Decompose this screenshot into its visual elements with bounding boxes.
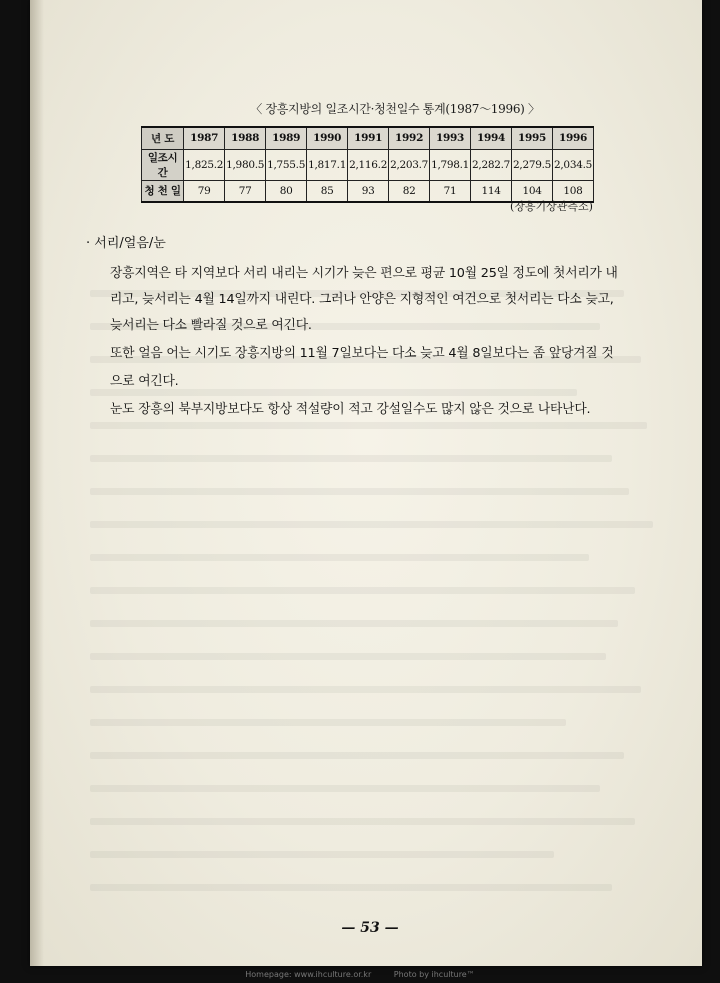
table-header-cell: 1993 [430,127,471,149]
table-cell: 85 [307,180,348,202]
table-cell: 104 [512,180,553,202]
table-cell: 80 [266,180,307,202]
homepage-credit: Homepage: www.ihculture.or.kr [245,970,372,979]
table-cell: 79 [184,180,225,202]
table-row-label: 청 천 일 [142,180,184,202]
table-cell: 2,279.5 [512,149,553,180]
table-cell: 2,282.7 [471,149,512,180]
table-header-row [142,127,594,149]
table-cell: 1,798.1 [430,149,471,180]
table-cell: 108 [553,180,594,202]
body-line: 장흥지역은 타 지역보다 서리 내리는 시기가 늦은 편으로 평균 10월 25일 정도에 첫서리가 내 [110,266,618,281]
table-cell: 1,817.1 [307,149,348,180]
table-cell: 93 [348,180,389,202]
table-cell: 2,034.5 [553,149,594,180]
body-line: 늦서리는 다소 빨라질 것으로 여긴다. [110,318,312,333]
table-cell: 77 [225,180,266,202]
table-header-cell: 1995 [512,127,553,149]
table-header-cell: 1987 [184,127,225,149]
table-header-cell: 1990 [307,127,348,149]
table-header-cell: 1991 [348,127,389,149]
table-cell: 1,755.5 [266,149,307,180]
table-header-cell: 1992 [389,127,430,149]
table-cell: 1,980.5 [225,149,266,180]
photo-credit-footer [0,970,720,979]
table-cell: 71 [430,180,471,202]
table-cell: 114 [471,180,512,202]
table-row-label: 일조시간 [142,149,184,180]
table-header-cell: 1996 [553,127,594,149]
page-number: — 53 — [341,920,399,936]
body-line: 또한 얼음 어는 시기도 장흥지방의 11월 7일보다는 다소 늦고 4월 8일보다는 좀 앞당겨질 것 [110,346,614,361]
table-caption: 〈 장흥지방의 일조시간·청천일수 통계(1987～1996) 〉 [250,102,540,116]
table-header-cell: 1989 [266,127,307,149]
body-line: 눈도 장흥의 북부지방보다도 항상 적설량이 적고 강설일수도 많지 않은 것으로 나타난다. [110,402,591,417]
body-line: 으로 여긴다. [110,374,179,389]
document-page [30,0,702,966]
table-cell: 2,203.7 [389,149,430,180]
body-line: 리고, 늦서리는 4월 14일까지 내린다. 그러나 안양은 지형적인 여건으로 첫서리는 다소 늦고, [110,292,614,307]
table-cell: 2,116.2 [348,149,389,180]
table-cell: 82 [389,180,430,202]
table-cell: 1,825.2 [184,149,225,180]
table-header-cell: 1988 [225,127,266,149]
sunshine-table [141,126,594,203]
section-title: · 서리/얼음/눈 [86,236,166,251]
table-source: (장흥기상관측소) [510,200,593,213]
table-header-cell: 년 도 [142,127,184,149]
photo-credit: Photo by ihculture™ [393,970,475,979]
table-row [142,149,594,180]
table-header-cell: 1994 [471,127,512,149]
